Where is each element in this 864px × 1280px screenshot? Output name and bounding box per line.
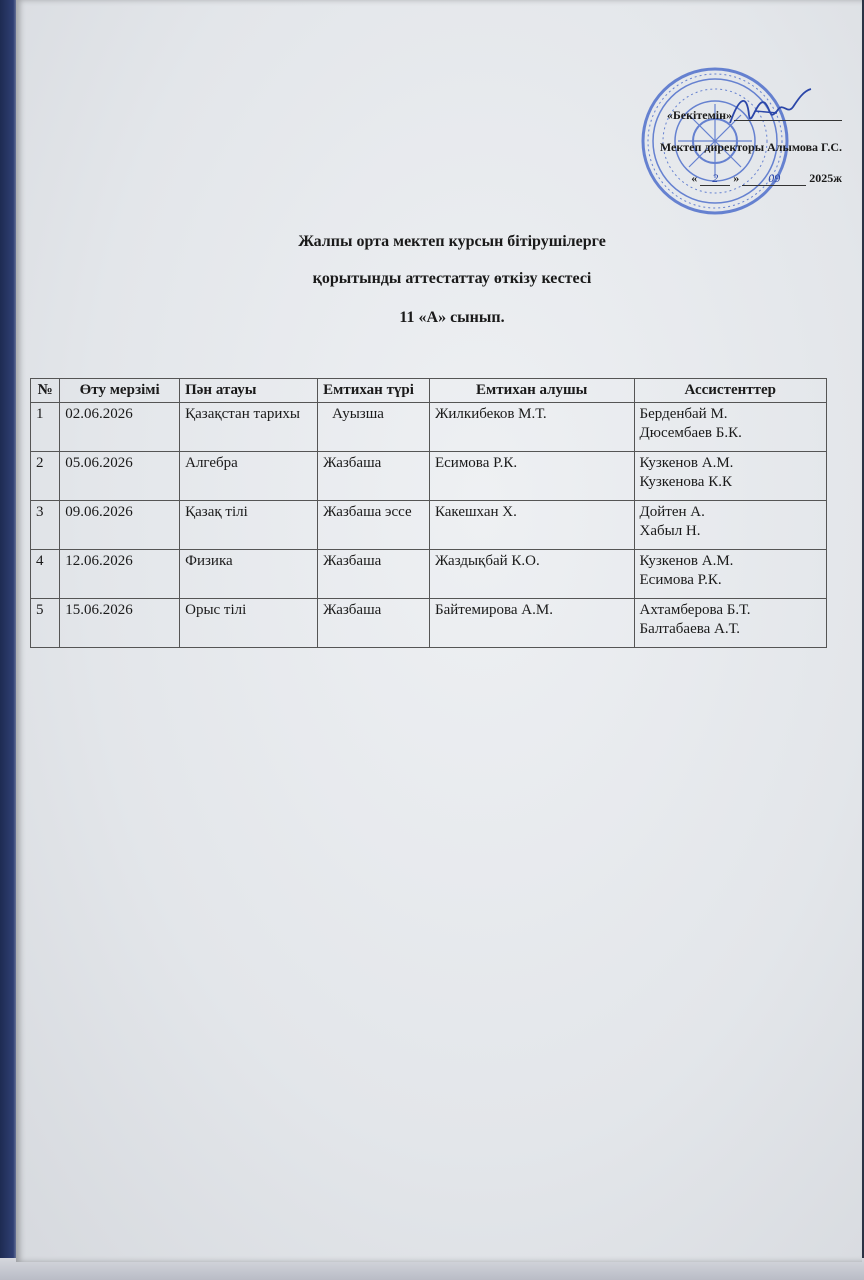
assistant-name: Ахтамберова Б.Т. [639,602,751,618]
cell-date: 09.06.2026 [60,501,180,550]
page-title-line3: 11 «А» сынып. [399,309,505,326]
date-month: 09 [742,171,806,186]
assistant-name: Кузкенова К.К [639,474,732,490]
cell-subject: Қазақ тілі [180,501,318,550]
cell-number: 2 [31,452,60,501]
cell-examiner: Байтемирова А.М. [429,599,634,648]
header-assistants: Ассистенттер [634,379,827,403]
assistant-name: Есимова Р.К. [639,572,722,588]
director-name: Мектеп директоры Алымова Г.С. [659,140,842,154]
cell-date: 15.06.2026 [60,599,180,648]
date-year: 2025ж [809,171,842,185]
cell-exam-type: Жазбаша [318,452,430,501]
cell-assistants [634,550,827,599]
cell-subject: Қазақстан тарихы [180,403,318,452]
assistant-name: Дюсембаев Б.К. [639,425,742,441]
cell-assistants [634,501,827,550]
cell-assistants [634,403,827,452]
cell-subject: Физика [180,550,318,599]
assistant-name: Кузкенов А.М. [639,553,734,569]
approval-block [512,108,842,198]
header-number: № [31,379,60,403]
cell-number: 3 [31,501,60,550]
cell-number: 1 [31,403,60,452]
approval-title: «Бекітемін» [666,108,732,122]
cell-examiner: Какешхан Х. [429,501,634,550]
cell-number: 4 [31,550,60,599]
assistant-name: Дойтен А. [639,504,705,520]
page-title-line1: Жалпы орта мектеп курсын бітірушілерге [298,233,606,250]
date-day: 2 [700,171,730,186]
table-row [31,550,827,599]
table-header-row [31,379,827,403]
cell-exam-type: Жазбаша [318,599,430,648]
cell-subject: Алгебра [180,452,318,501]
header-date: Өту мерзімі [60,379,180,403]
signature-line [734,108,842,121]
table-row [31,501,827,550]
page-title-line2: қорытынды аттестаттау өткізу кестесі [312,270,592,287]
cell-exam-type: Жазбаша эссе [318,501,430,550]
date-quote-close: » [733,171,740,185]
table-row [31,599,827,648]
cell-date: 05.06.2026 [60,452,180,501]
approval-date [691,171,842,186]
table-row [31,403,827,452]
cell-exam-type: Ауызша [318,403,430,452]
assistant-name: Берденбай М. [639,406,728,422]
exam-schedule-table [30,378,827,648]
cell-number: 5 [31,599,60,648]
cell-exam-type: Жазбаша [318,550,430,599]
cell-examiner: Жилкибеков М.Т. [429,403,634,452]
assistant-name: Кузкенов А.М. [639,455,734,471]
date-quote-open: « [691,171,698,185]
cell-examiner: Жаздықбай К.О. [429,550,634,599]
header-subject: Пән атауы [180,379,318,403]
assistant-name: Балтабаева А.Т. [639,621,741,637]
header-exam-type: Емтихан түрі [318,379,430,403]
cell-date: 02.06.2026 [60,403,180,452]
cell-date: 12.06.2026 [60,550,180,599]
cell-assistants [634,599,827,648]
cell-assistants [634,452,827,501]
cell-subject: Орыс тілі [180,599,318,648]
cell-examiner: Есимова Р.К. [429,452,634,501]
header-examiner: Емтихан алушы [429,379,634,403]
table-row [31,452,827,501]
assistant-name: Хабыл Н. [639,523,701,539]
